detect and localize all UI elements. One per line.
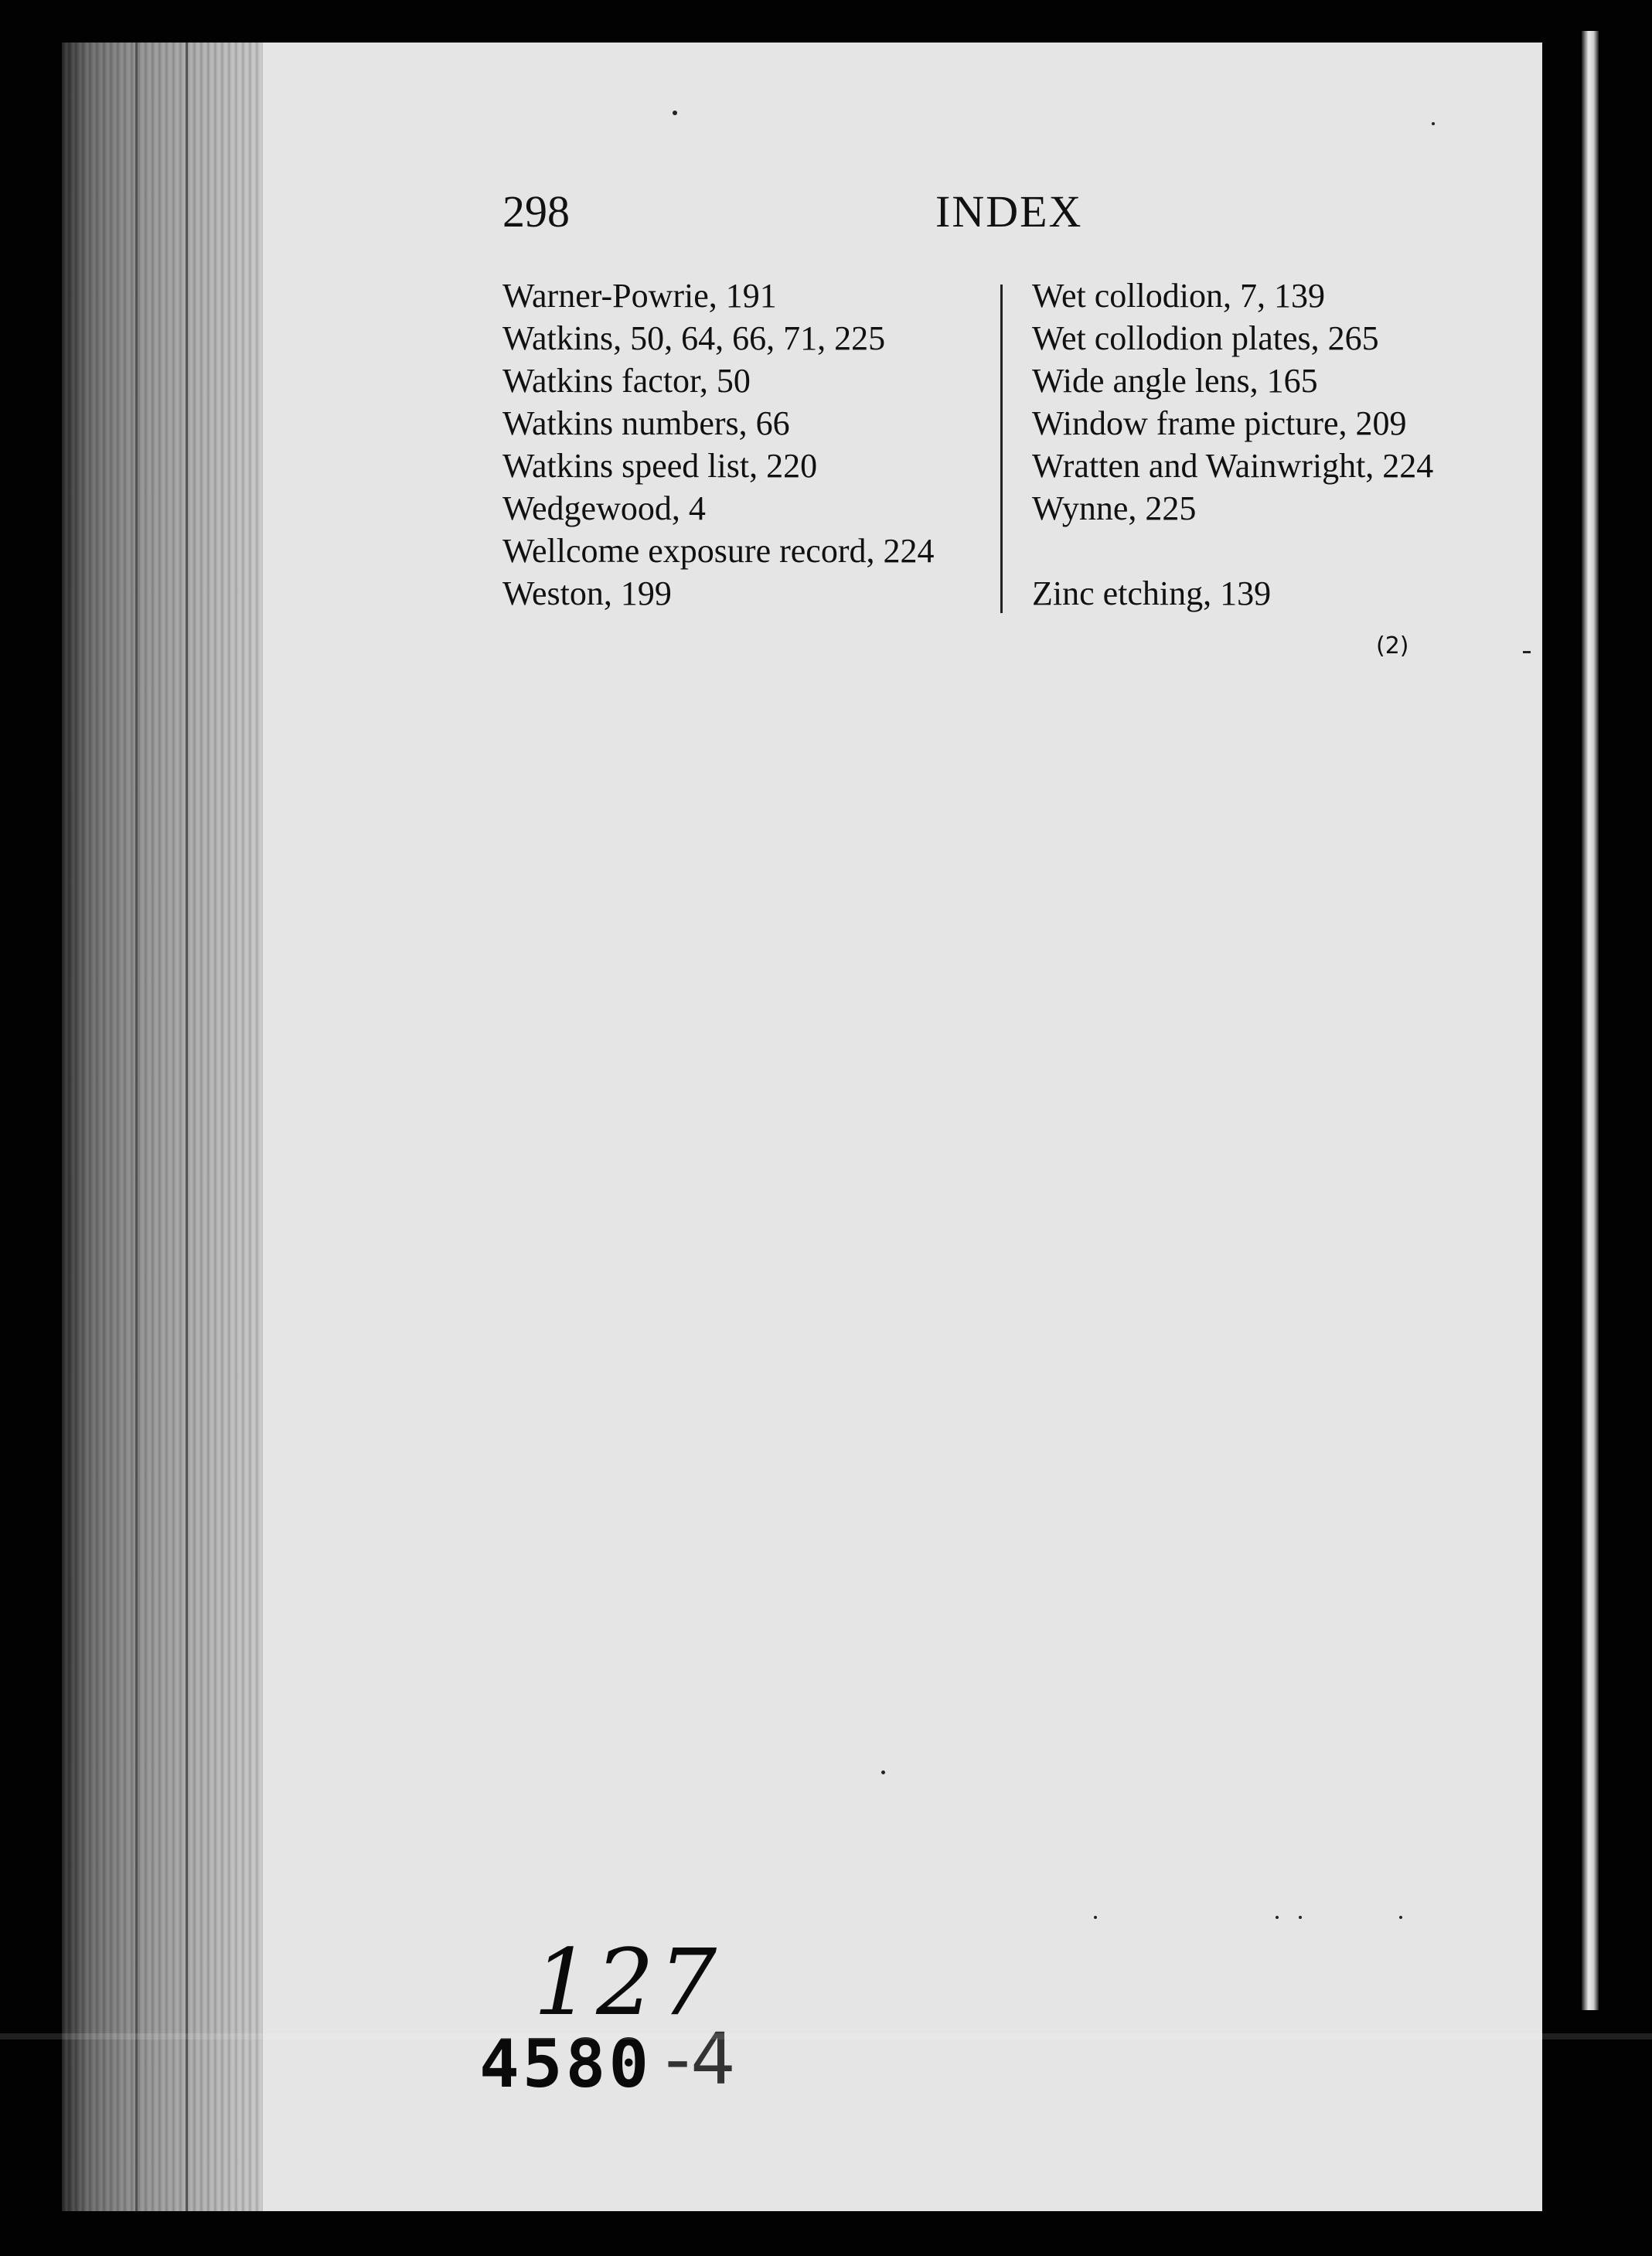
film-edge-strip	[1582, 31, 1599, 2010]
index-entry: Warner-Powrie, 191	[502, 277, 777, 315]
spine-crease	[186, 43, 188, 2211]
spine-crease	[135, 43, 138, 2211]
page-number: 298	[502, 186, 570, 237]
book-spine	[62, 43, 286, 2211]
index-entry: Watkins speed list, 220	[502, 447, 818, 485]
index-column-left	[502, 274, 997, 615]
page-header	[502, 186, 1105, 247]
index-entry: Wynne, 225	[1032, 489, 1197, 527]
scan-artifact-band	[0, 2033, 1652, 2040]
dust-speck	[673, 111, 677, 115]
handwritten-number: 127	[533, 1929, 722, 2036]
index-entry: Weston, 199	[502, 574, 672, 612]
dust-speck	[881, 1770, 885, 1774]
index-entry: Wellcome exposure record, 224	[502, 532, 935, 570]
index-entry: Watkins, 50, 64, 66, 71, 225	[502, 319, 886, 357]
index-entry: Wedgewood, 4	[502, 489, 706, 527]
dust-speck	[1523, 651, 1531, 653]
dust-speck	[1276, 1916, 1279, 1919]
index-column-right	[1032, 274, 1542, 615]
column-divider	[1000, 285, 1003, 613]
index-entry: Zinc etching, 139	[1032, 574, 1272, 612]
index-entry: Wratten and Wainwright, 224	[1032, 447, 1434, 485]
index-entry: Window frame picture, 209	[1032, 404, 1407, 442]
dust-speck	[1399, 1916, 1402, 1919]
index-gap	[1032, 530, 1542, 572]
signature-mark: (2)	[1376, 632, 1409, 659]
page-title: INDEX	[935, 186, 1083, 237]
dust-speck	[1432, 122, 1435, 125]
index-entry: Wet collodion, 7, 139	[1032, 277, 1325, 315]
dust-speck	[1299, 1916, 1302, 1919]
index-entry: Watkins numbers, 66	[502, 404, 790, 442]
index-entry: Watkins factor, 50	[502, 362, 751, 400]
dust-speck	[1094, 1916, 1097, 1919]
handwritten-suffix: -4	[665, 2018, 736, 2101]
index-entry: Wet collodion plates, 265	[1032, 319, 1379, 357]
index-entry: Wide angle lens, 165	[1032, 362, 1318, 400]
stamped-number: 4580	[479, 2026, 652, 2103]
